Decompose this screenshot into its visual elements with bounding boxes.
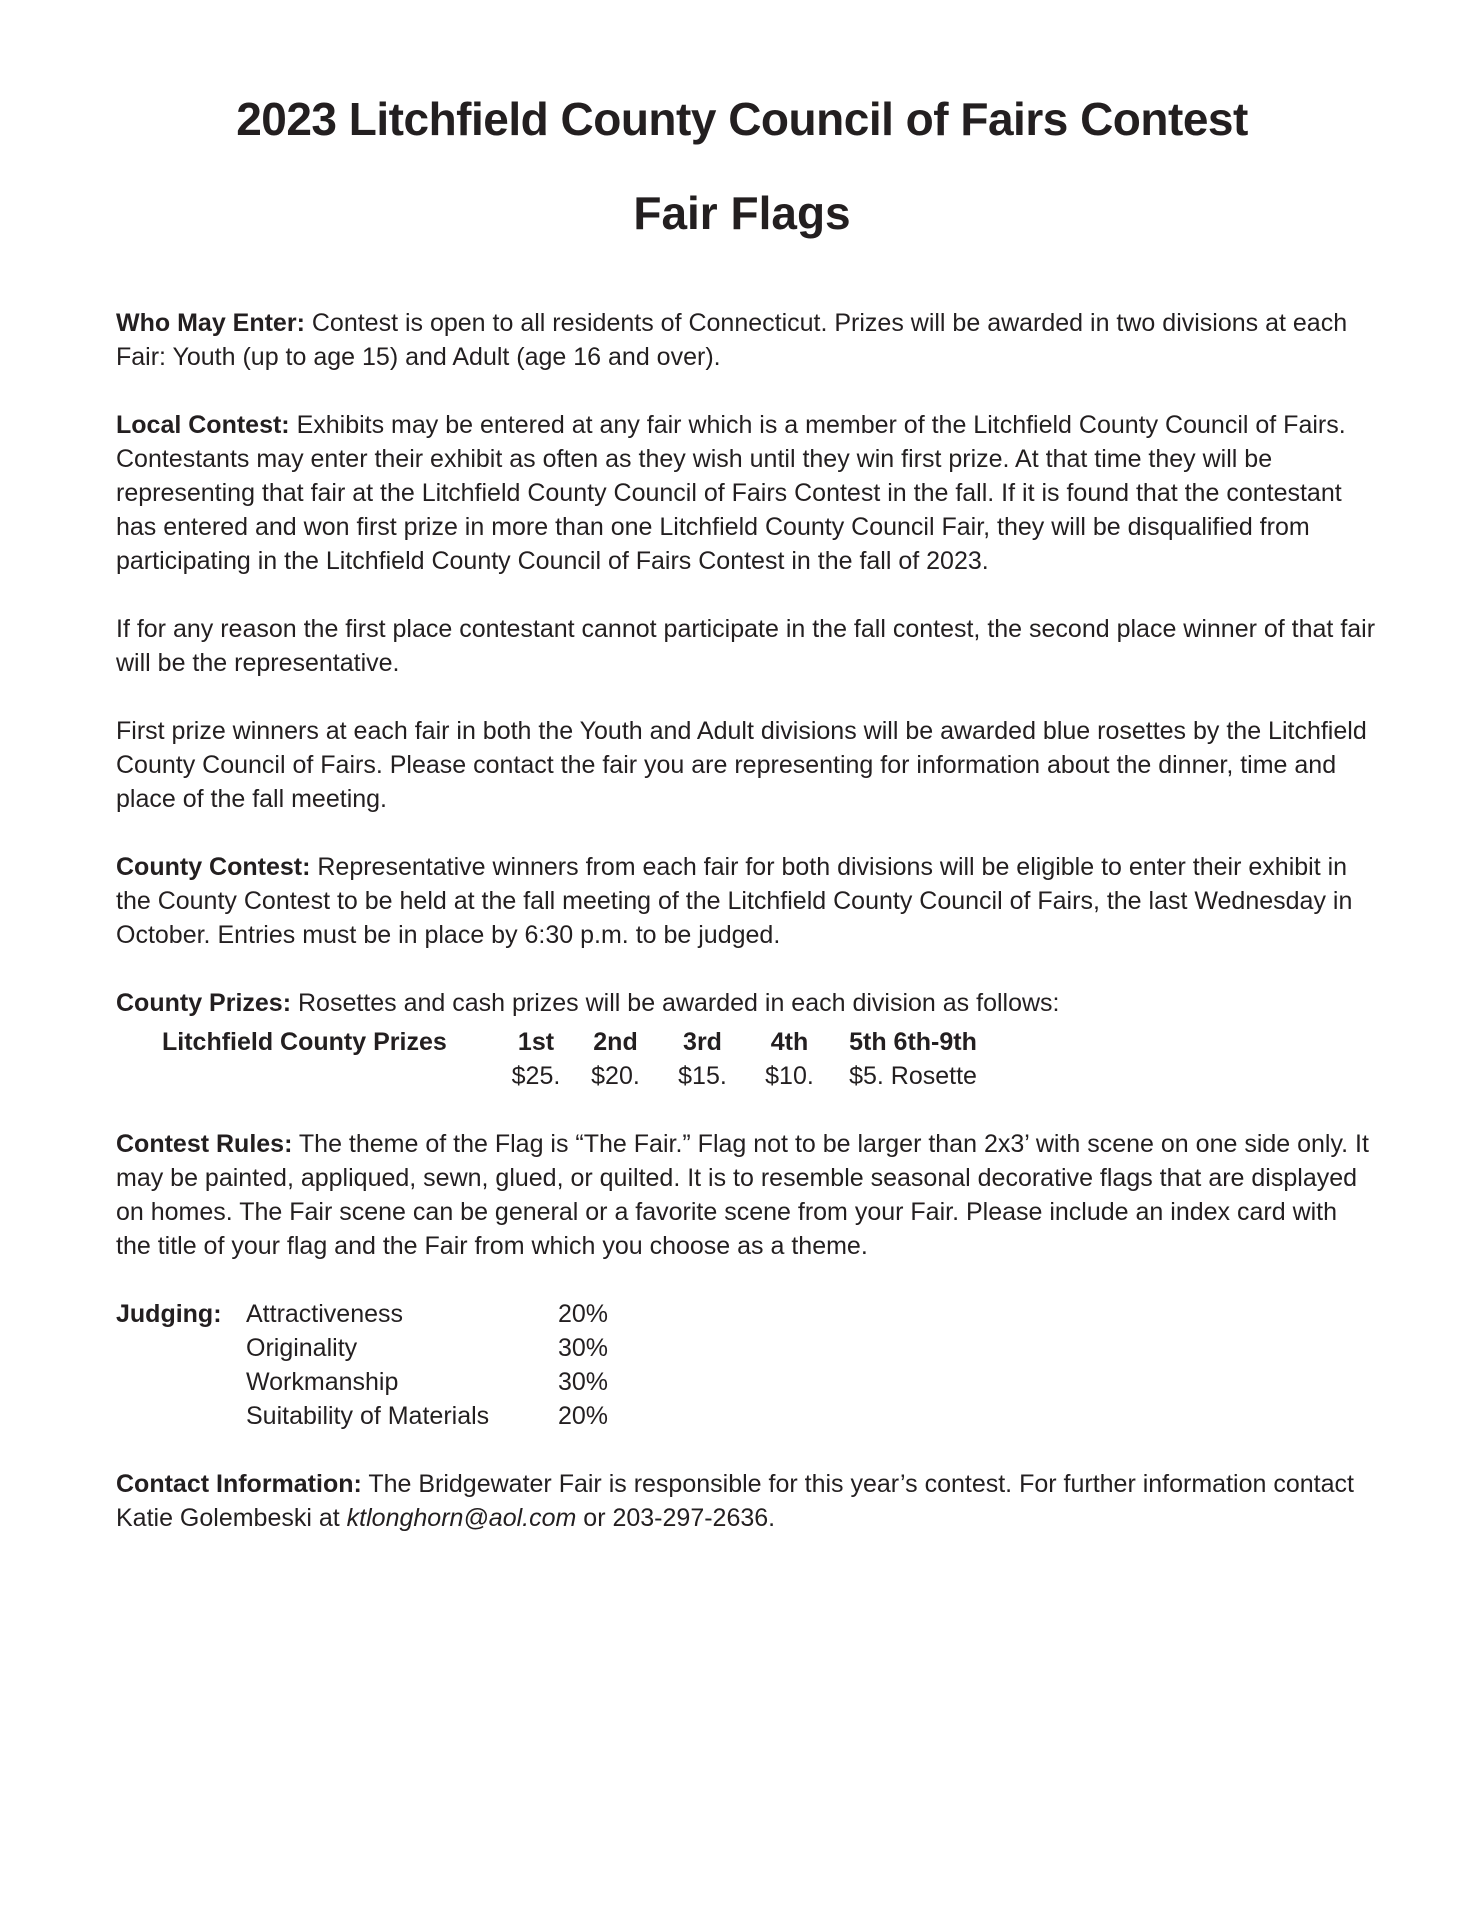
county-contest-text: Representative winners from each fair for both divisions will be eligible to enter their exhibit in the County Contest to be held at the fall meeting of the Litchfield County Council of Fairs, the last Wednesday in October. Entries must be in place by 6:30 p.m. to be judged. [116,853,1353,949]
judging-table [116,1297,1378,1433]
county-prizes-text: Rosettes and cash prizes will be awarded in each division as follows: [297,989,1060,1017]
judging-criterion: Attractiveness [246,1300,404,1328]
judging-weight: 30% [558,1334,609,1362]
county-prizes-label: County Prizes: [116,989,292,1017]
prize-place: 1st [517,1028,555,1056]
prize-place: 4th [770,1028,809,1056]
who-may-enter-label: Who May Enter: [116,309,305,337]
contact-email-link[interactable]: ktlonghorn@aol.com [346,1504,577,1532]
contact-section [116,1467,1378,1535]
county-contest-label: County Contest: [116,853,311,881]
contact-text: The Bridgewater Fair is responsible for this year’s contest. For further information contact Katie Golembeski at [116,1470,1354,1532]
prize-amount: $5. Rosette [849,1062,977,1090]
prize-amount: $10. [765,1062,814,1090]
local-contest-text: Exhibits may be entered at any fair which is a member of the Litchfield County Council of Fairs. Contestants may enter their exhibit as often as they wish until they win first prize. At that time they will be representing that fair at the Litchfield County Council of Fairs Contest in the fall. If it is found that the contestant has entered and won first prize in more than one Litchfield County Council Fair, they will be disqualified from participating in the Litchfield County Council of Fairs Contest in the fall of 2023. [116,411,1346,575]
prize-place: 2nd [593,1028,638,1056]
local-contest-section [116,408,1378,578]
contact-label: Contact Information: [116,1470,362,1498]
who-may-enter-text: Contest is open to all residents of Connecticut. Prizes will be awarded in two divisions at each Fair: Youth (up to age 15) and Adult (age 16 and over). [116,309,1348,371]
who-may-enter-section [116,306,1378,374]
contest-rules-section [116,1127,1378,1263]
judging-label: Judging: [116,1300,222,1328]
judging-weight: 20% [558,1300,609,1328]
prizes-table-label: Litchfield County Prizes [162,1028,447,1056]
prizes-table [162,1025,1378,1093]
county-prizes-section [116,986,1378,1093]
contest-rules-text: The theme of the Flag is “The Fair.” Flag not to be larger than 2x3’ with scene on one side only. It may be painted, appliqued, sewn, glued, or quilted. It is to resemble seasonal decorative flags that are displayed on homes. The Fair scene can be general or a favorite scene from your Fair. Please include an index card with the title of your flag and the Fair from which you choose as a theme. [116,1130,1369,1260]
prize-amount: $25. [511,1062,561,1090]
prize-amount: $20. [591,1062,640,1090]
judging-criterion: Originality [246,1334,358,1362]
judging-criterion: Suitability of Materials [246,1402,490,1430]
judging-criterion: Workmanship [246,1368,399,1396]
county-contest-section [116,850,1378,952]
document-body [116,306,1378,1569]
page-subtitle: Fair Flags [633,187,851,239]
contact-phone-text: or 203-297-2636. [583,1504,776,1532]
first-prize-paragraph: First prize winners at each fair in both the Youth and Adult divisions will be awarded blue rosettes by the Litchfield County Council of Fairs. Please contact the fair you are representing for information about the dinner, time and place of the fall meeting. [116,717,1367,813]
judging-weight: 20% [558,1402,609,1430]
prize-place: 3rd [683,1028,722,1056]
county-prizes-intro [116,986,1378,1020]
contest-rules-label: Contest Rules: [116,1130,293,1158]
prize-amount: $15. [678,1062,727,1090]
page-title: 2023 Litchfield County Council of Fairs Contest [236,93,1248,145]
local-contest-label: Local Contest: [116,411,290,439]
second-place-paragraph: If for any reason the first place contestant cannot participate in the fall contest, the second place winner of that fair will be the representative. [116,615,1376,677]
judging-weight: 30% [558,1368,609,1396]
prize-place: 5th 6th-9th [849,1028,977,1056]
